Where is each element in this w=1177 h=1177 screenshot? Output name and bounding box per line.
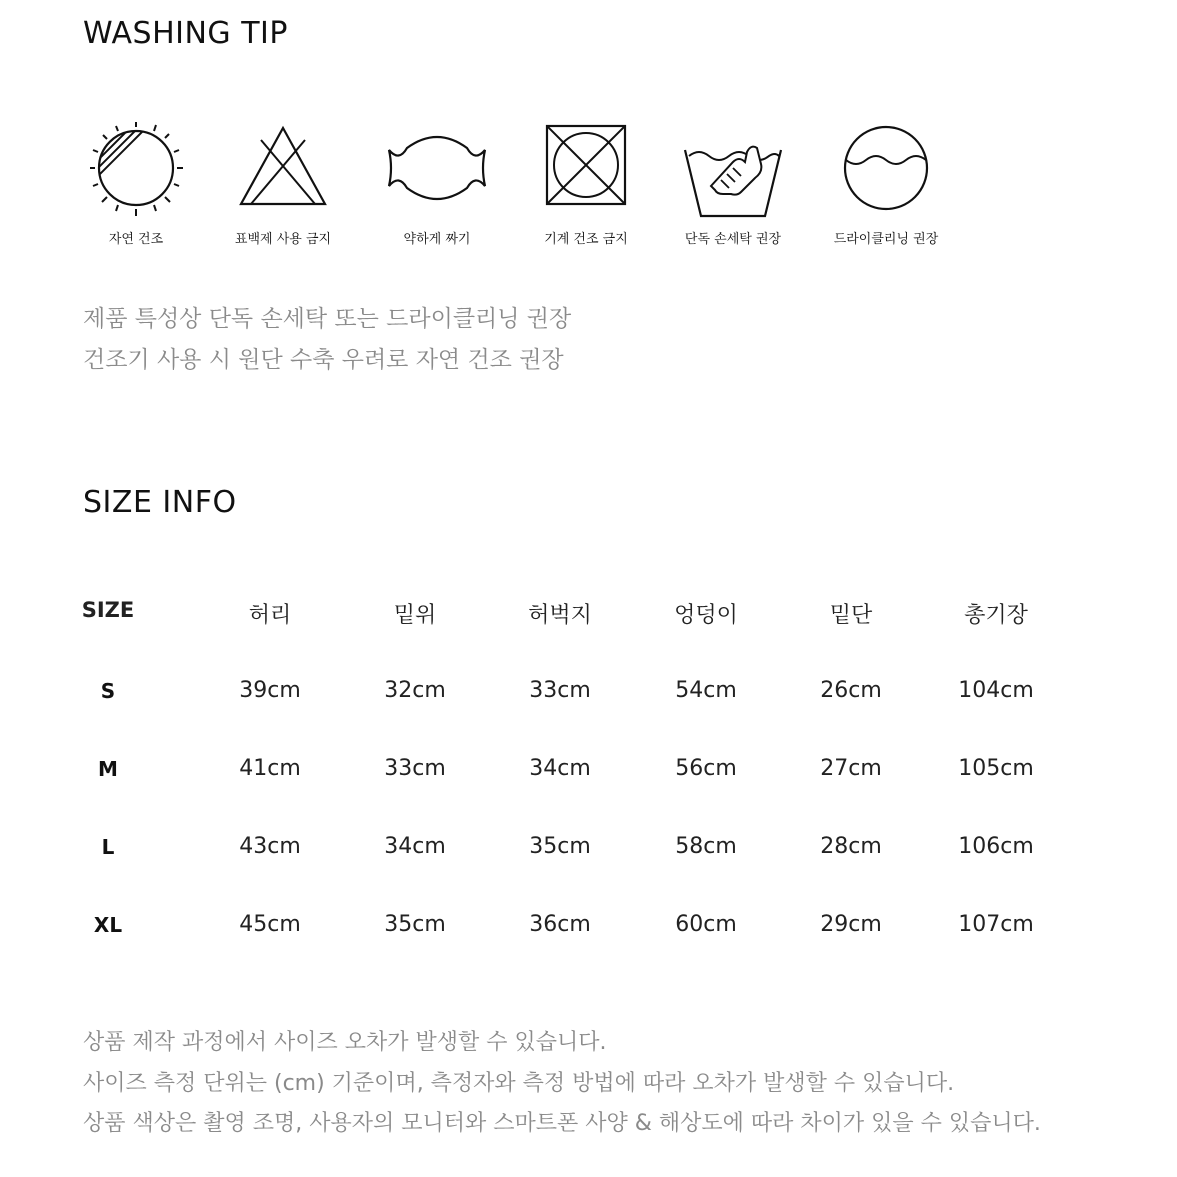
- table-cell: 34cm: [384, 834, 446, 859]
- size-header-hem: 밑단: [829, 603, 873, 628]
- table-cell: 33cm: [384, 756, 446, 781]
- table-cell: 35cm: [529, 834, 591, 859]
- table-cell: 28cm: [820, 834, 882, 859]
- size-header-size: SIZE: [81, 598, 135, 622]
- size-header-rise: 밑위: [393, 603, 437, 628]
- washing-tip-title: WASHING TIP: [83, 16, 288, 51]
- care-label-natural-dry: 자연 건조: [108, 232, 164, 247]
- care-label-dry-clean: 드라이클리닝 권장: [833, 232, 939, 247]
- table-cell: 26cm: [820, 678, 882, 703]
- care-symbol-no-bleach: [213, 122, 353, 212]
- no-bleach-icon: [233, 122, 333, 212]
- table-cell: 104cm: [958, 678, 1034, 703]
- care-symbol-hand-wash: [663, 122, 803, 222]
- table-cell: 27cm: [820, 756, 882, 781]
- size-label: XL: [93, 913, 123, 937]
- natural-dry-icon: [86, 122, 186, 222]
- care-label-no-tumble-dry: 기계 건조 금지: [544, 232, 628, 247]
- table-cell: 54cm: [675, 678, 737, 703]
- size-footnote-3: 상품 색상은 촬영 조명, 사용자의 모니터와 스마트폰 사양 & 해상도에 따라 차이가 있을 수 있습니다.: [83, 1111, 1041, 1136]
- size-header-waist: 허리: [248, 603, 292, 628]
- care-label-no-bleach: 표백제 사용 금지: [234, 232, 332, 247]
- table-cell: 60cm: [675, 912, 737, 937]
- size-header-length: 총기장: [964, 603, 1028, 628]
- table-cell: 36cm: [529, 912, 591, 937]
- size-footnote-2: 사이즈 측정 단위는 (cm) 기준이며, 측정자와 측정 방법에 따라 오차가 발생할 수 있습니다.: [83, 1071, 955, 1096]
- table-cell: 43cm: [239, 834, 301, 859]
- hand-wash-icon: [681, 122, 785, 222]
- size-header-hip: 엉덩이: [674, 603, 738, 628]
- table-cell: 29cm: [820, 912, 882, 937]
- care-symbol-natural-dry: [66, 122, 206, 222]
- table-cell: 107cm: [958, 912, 1034, 937]
- size-footnote-1: 상품 제작 과정에서 사이즈 오차가 발생할 수 있습니다.: [83, 1030, 607, 1055]
- table-cell: 45cm: [239, 912, 301, 937]
- table-cell: 32cm: [384, 678, 446, 703]
- table-cell: 34cm: [529, 756, 591, 781]
- table-cell: 35cm: [384, 912, 446, 937]
- size-label: L: [101, 835, 115, 859]
- table-cell: 33cm: [529, 678, 591, 703]
- table-cell: 56cm: [675, 756, 737, 781]
- care-symbol-gentle-wring: [367, 122, 507, 212]
- table-cell: 105cm: [958, 756, 1034, 781]
- washing-note-2: 건조기 사용 시 원단 수축 우려로 자연 건조 권장: [83, 347, 564, 373]
- size-info-title: SIZE INFO: [83, 485, 237, 520]
- gentle-wring-icon: [385, 122, 489, 212]
- table-cell: 106cm: [958, 834, 1034, 859]
- table-cell: 41cm: [239, 756, 301, 781]
- size-header-thigh: 허벅지: [528, 603, 592, 628]
- size-label: M: [98, 757, 118, 781]
- care-symbol-no-tumble-dry: [516, 122, 656, 212]
- table-cell: 58cm: [675, 834, 737, 859]
- size-label: S: [100, 679, 116, 703]
- care-label-gentle-wring: 약하게 짜기: [403, 232, 471, 247]
- care-label-hand-wash: 단독 손세탁 권장: [684, 232, 782, 247]
- dry-clean-icon: [836, 122, 936, 222]
- no-tumble-dry-icon: [536, 122, 636, 212]
- washing-note-1: 제품 특성상 단독 손세탁 또는 드라이클리닝 권장: [83, 306, 572, 332]
- table-cell: 39cm: [239, 678, 301, 703]
- care-symbol-dry-clean: [816, 122, 956, 222]
